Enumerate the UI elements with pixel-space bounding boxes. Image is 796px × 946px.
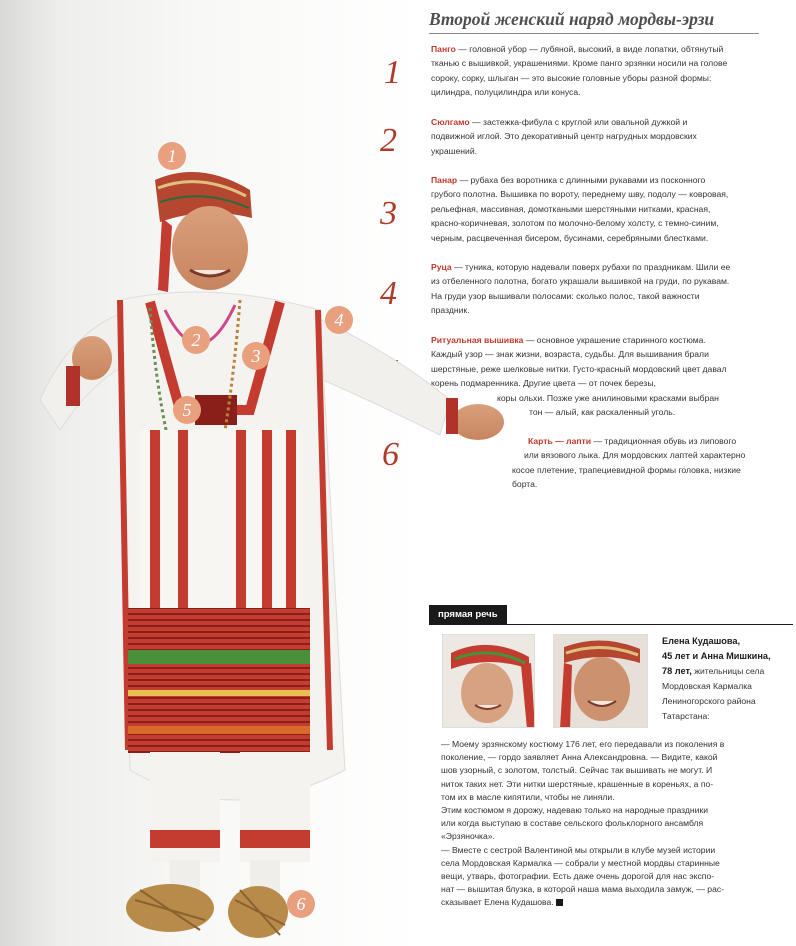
end-of-article-icon [556, 899, 563, 906]
entry-line: красно-коричневая, золотом по молочно-белому холсту, с темно-синим, [431, 218, 719, 229]
quote-line: села Мордовская Кармалка — собрали у местной мордвы старинные [441, 857, 720, 868]
entry-line: или вязового лыка. Для мордовских лаптей характерно [524, 450, 746, 461]
caption-text: Татарстана: [662, 711, 710, 721]
entry-lapti [512, 434, 794, 492]
quote-line: вещи, утварь, фотографии. Есть даже очень дорогой для нас экспо- [441, 871, 715, 882]
quote-line: сказывает Елена Кудашова. [441, 897, 554, 908]
entry-line: — туника, которую надевали поверх рубахи по праздникам. Шили ее [454, 262, 731, 272]
entry-line: — застежка-фибула с круглой или овальной дужкой и [472, 117, 688, 127]
section-tag: прямая речь [429, 605, 507, 625]
entry-term: Карть — лапти [528, 436, 592, 446]
marker-4: 4 [325, 306, 353, 334]
entry-line: шерстяные, реже шелковые нитки. Густо-красный мордовский цвет давал [431, 363, 727, 374]
numeral-1: 1 [384, 54, 401, 91]
entry-line: тон — алый, как раскаленный уголь. [529, 407, 676, 418]
marker-3: 3 [242, 342, 270, 370]
quote-line: шов узорный, с золотом, толстый. Сейчас так вышивать не могут. И [441, 765, 713, 776]
caption-text: Мордовская Кармалка [662, 681, 752, 691]
title-underline [429, 33, 759, 34]
entry-line: праздник. [431, 305, 470, 316]
marker-2: 2 [182, 326, 210, 354]
speech-quote [441, 738, 786, 910]
numeral-4: 4 [380, 275, 397, 312]
entry-line: — рубаха без воротника с длинными рукавами из посконного [459, 175, 706, 185]
entry-line: цилиндра, полуцилиндра или конуса. [431, 87, 581, 98]
quote-line: нат — вышитая блузка, в которой наша мама выходила замуж, — рас- [441, 884, 725, 895]
entry-line: подвижной иглой. Это декоративный центр нагрудных мордовских [431, 131, 697, 142]
entry-line: коры ольхи. Позже уже анилиновыми красками выбран [497, 392, 719, 403]
quote-line: Этим костюмом я дорожу, надеваю только на народные праздники [441, 805, 709, 816]
entry-line: На груди узор вышивали полосами: сколько полос, такой важности [431, 290, 700, 301]
entry-term: Панго [431, 44, 456, 54]
quote-line: том их в масле кипятили, чтобы не линяли. [441, 791, 615, 802]
entry-line: — основное украшение старинного костюма. [525, 335, 706, 345]
portrait-elena-image [443, 635, 535, 728]
entry-term: Ритуальная вышивка [431, 335, 524, 345]
quote-line: поколение, — гордо заявляет Анна Александровна. — Видите, какой [441, 752, 718, 763]
entry-line: Каждый узор — знак жизни, возраста, судьбы. Для вышивания брали [431, 349, 709, 360]
quote-line: — Моему эрзянскому костюму 176 лет, его передавали из поколения в [441, 739, 725, 749]
marker-6: 6 [287, 890, 315, 918]
numeral-3: 3 [380, 195, 397, 232]
caption-text: Лениногорского района [662, 696, 756, 706]
numeral-2: 2 [380, 122, 397, 159]
caption-name: Елена Кудашова, [662, 636, 741, 646]
speaker-caption [662, 634, 792, 724]
entry-line: корень подмаренника. Другие цвета — от почек березы, [431, 378, 656, 389]
entry-line: — головной убор — лубяной, высокий, в виде лопатки, обтянутый [458, 44, 724, 54]
entry-line: рельефная, массивная, домоткаными шерстяными нитками, красная, [431, 203, 711, 214]
quote-line: — Вместе с сестрой Валентиной мы открыли в клубе музей истории [441, 844, 716, 855]
marker-5: 5 [173, 396, 201, 424]
entry-line: украшений. [431, 145, 478, 156]
entry-term: Руца [431, 262, 452, 272]
portrait-photo-elena [442, 634, 535, 728]
portrait-photo-anna [553, 634, 648, 728]
section-rule [429, 624, 793, 625]
article-title: Второй женский наряд мордвы-эрзи [429, 9, 715, 29]
entry-line: борта. [512, 479, 538, 490]
quote-line: или когда выступаю в составе сельского фольклорного ансамбля [441, 818, 704, 829]
caption-name: 45 лет и Анна Мишкина, [662, 651, 771, 661]
entry-pango [431, 42, 793, 100]
entry-line: сороку, сорку, шлыган — это высокие головные уборы разной формы: [431, 72, 712, 83]
quote-line: ниток таких нет. Эти нитки шерстяные, крашенные в кореньях, а по- [441, 778, 714, 789]
entry-line: косое плетение, трапециевидной формы головка, низкие [512, 464, 741, 475]
entry-line: грубого полотна. Вышивка по вороту, переднему шву, подолу — ковровая, [431, 189, 729, 200]
entry-line: из отбеленного полотна, богато украшали вышивкой на груди, по рукавам. [431, 276, 730, 287]
caption-name: 78 лет, [662, 666, 692, 676]
entry-line: — традиционная обувь из липового [593, 436, 737, 446]
portrait-anna-image [554, 635, 648, 728]
entry-term: Сюлгамо [431, 117, 470, 127]
entry-term: Панар [431, 175, 458, 185]
entry-line: тканью с вышивкой, украшениями. Кроме панго эрзянки носили на голове [431, 58, 728, 69]
entry-line: черным, расцвеченная бисером, бусинами, серебряными блестками. [431, 232, 709, 243]
numeral-6: 6 [382, 436, 399, 473]
caption-text: жительницы села [694, 666, 765, 676]
marker-1: 1 [158, 142, 186, 170]
quote-line: «Эрзяночка». [441, 831, 495, 842]
